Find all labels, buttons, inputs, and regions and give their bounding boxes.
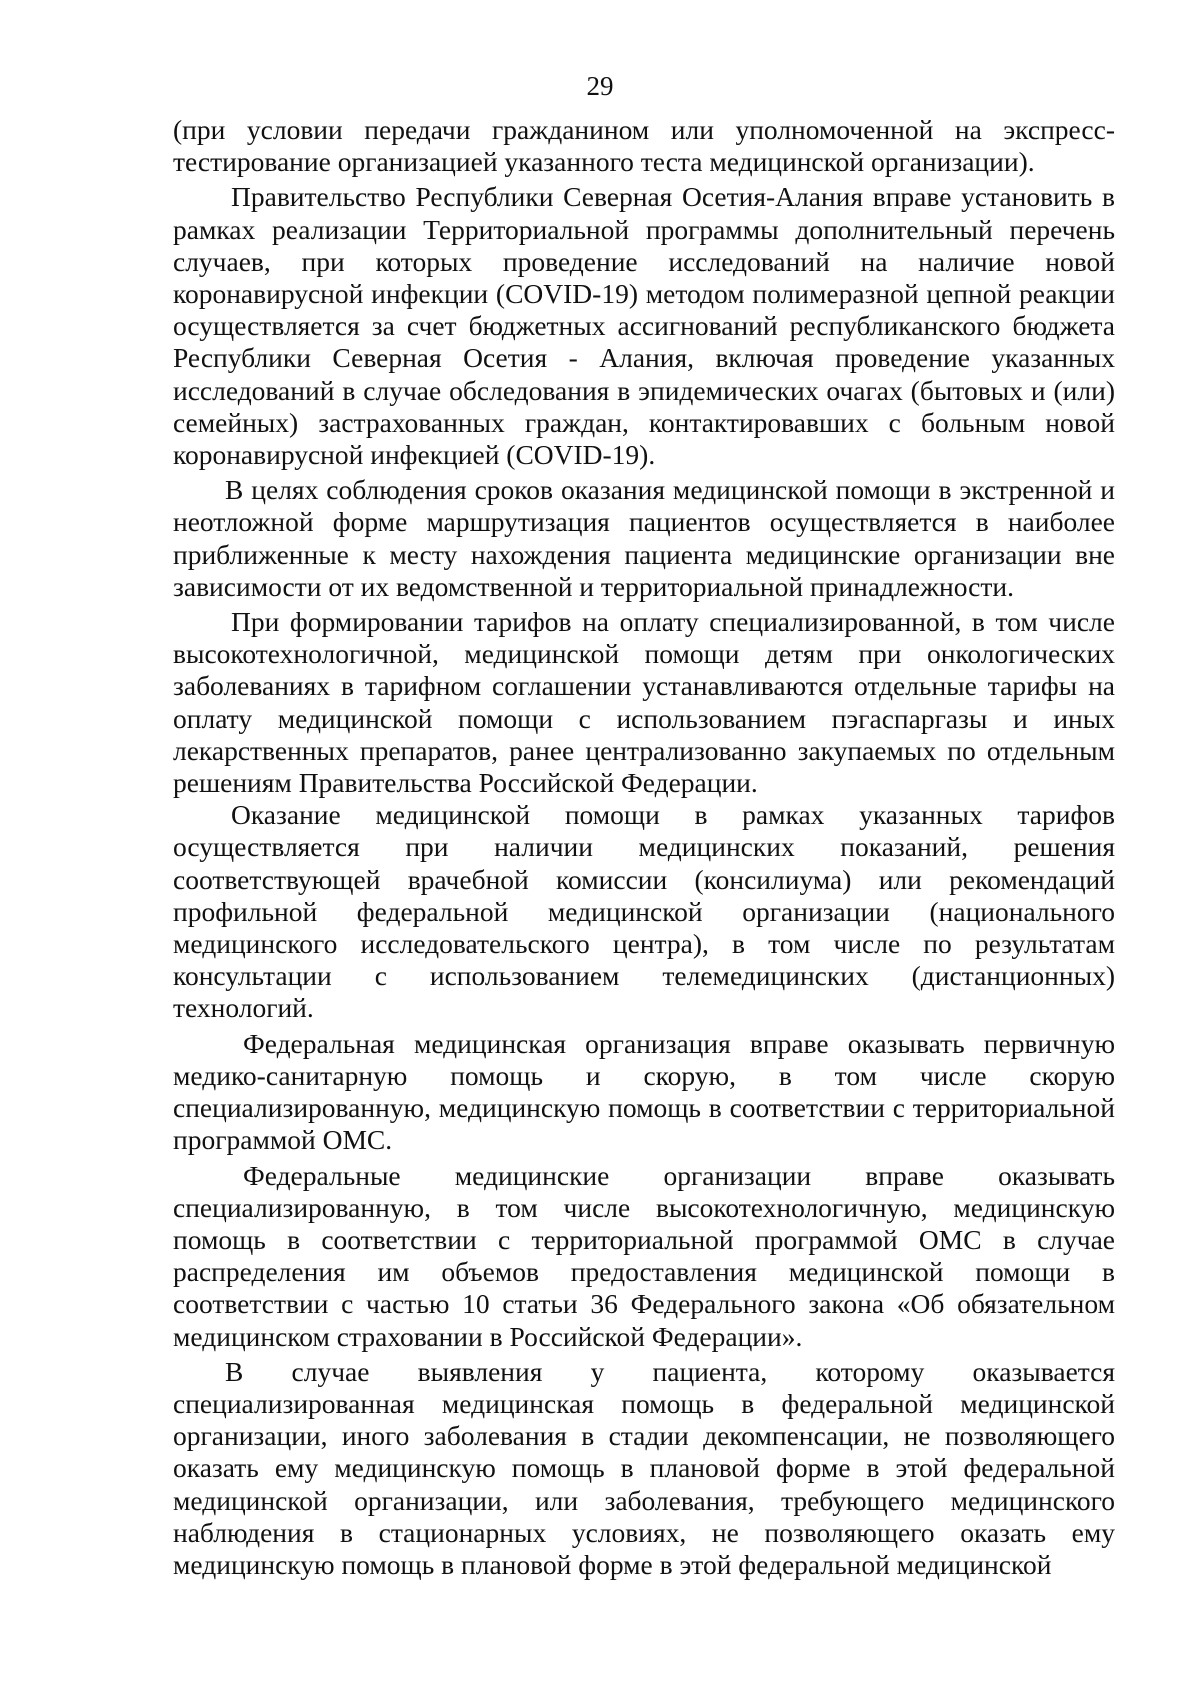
document-body: [173, 114, 1115, 1581]
paragraph-decompensation: В случае выявления у пациента, которому оказывается специализированная медицинская помощь в федеральной медицинской организации, иного заболевания в стадии декомпенсации, не позволяющего оказать ему медицинскую помощь в плановой форме в этой федеральной медицинской организации, или заболевания, требующего медицинского наблюдения в стационарных условиях, не позволяющего оказать ему медицинскую помощь в плановой форме в этой федеральной медицинской: [173, 1355, 1115, 1580]
paragraph-covid-testing: Правительство Республики Северная Осетия-Алания вправе установить в рамках реализации Территориальной программы дополнительный перечень случаев, при которых проведение исследований на наличие новой коронавирусной инфекции (COVID-19) методом полимеразной цепной реакции осуществляется за счет бюджетных ассигнований республиканского бюджета Республики Северная Осетия - Алания, включая проведение указанных исследований в случае обследования в эпидемических очагах (бытовых и (или) семейных) застрахованных граждан, контактировавших с больным новой коронавирусной инфекцией (COVID-19).: [173, 181, 1115, 471]
paragraph-federal-specialized-care: Федеральные медицинские организации вправе оказывать специализированную, в том числе высокотехнологичную, медицинскую помощь в соответствии с территориальной программой ОМС в случае распределения им объемов предоставления медицинской помощи в соответствии с частью 10 статьи 36 Федерального закона «Об обязательном медицинском страховании в Российской Федерации».: [173, 1159, 1115, 1352]
page-number: 29: [586, 71, 614, 101]
paragraph-federal-primary-care: Федеральная медицинская организация вправе оказывать первичную медико-санитарную помощь и скорую, в том числе скорую специализированную, медицинскую помощь в соответствии с территориальной программой ОМС.: [173, 1027, 1115, 1156]
paragraph-tariff-conditions: Оказание медицинской помощи в рамках указанных тарифов осуществляется при наличии медицинских показаний, решения соответствующей врачебной комиссии (консилиума) или рекомендаций профильной федеральной медицинской организации (национального медицинского исследовательского центра), в том числе по результатам консультации с использованием телемедицинских (дистанционных) технологий.: [173, 799, 1115, 1024]
paragraph-routing: В целях соблюдения сроков оказания медицинской помощи в экстренной и неотложной форме маршрутизация пациентов осуществляется в наиболее приближенные к месту нахождения пациента медицинские организации вне зависимости от их ведомственной и территориальной принадлежности.: [173, 474, 1115, 602]
paragraph-tariffs: При формировании тарифов на оплату специализированной, в том числе высокотехнологичной, медицинской помощи детям при онкологических заболеваниях в тарифном соглашении устанавливаются отдельные тарифы на оплату медицинской помощи с использованием пэгаспаргазы и иных лекарственных препаратов, ранее централизованно закупаемых по отдельным решениям Правительства Российской Федерации.: [173, 606, 1115, 799]
paragraph-continuation: (при условии передачи гражданином или уполномоченной на экспресс-тестирование организацией указанного теста медицинской организации).: [173, 114, 1115, 178]
